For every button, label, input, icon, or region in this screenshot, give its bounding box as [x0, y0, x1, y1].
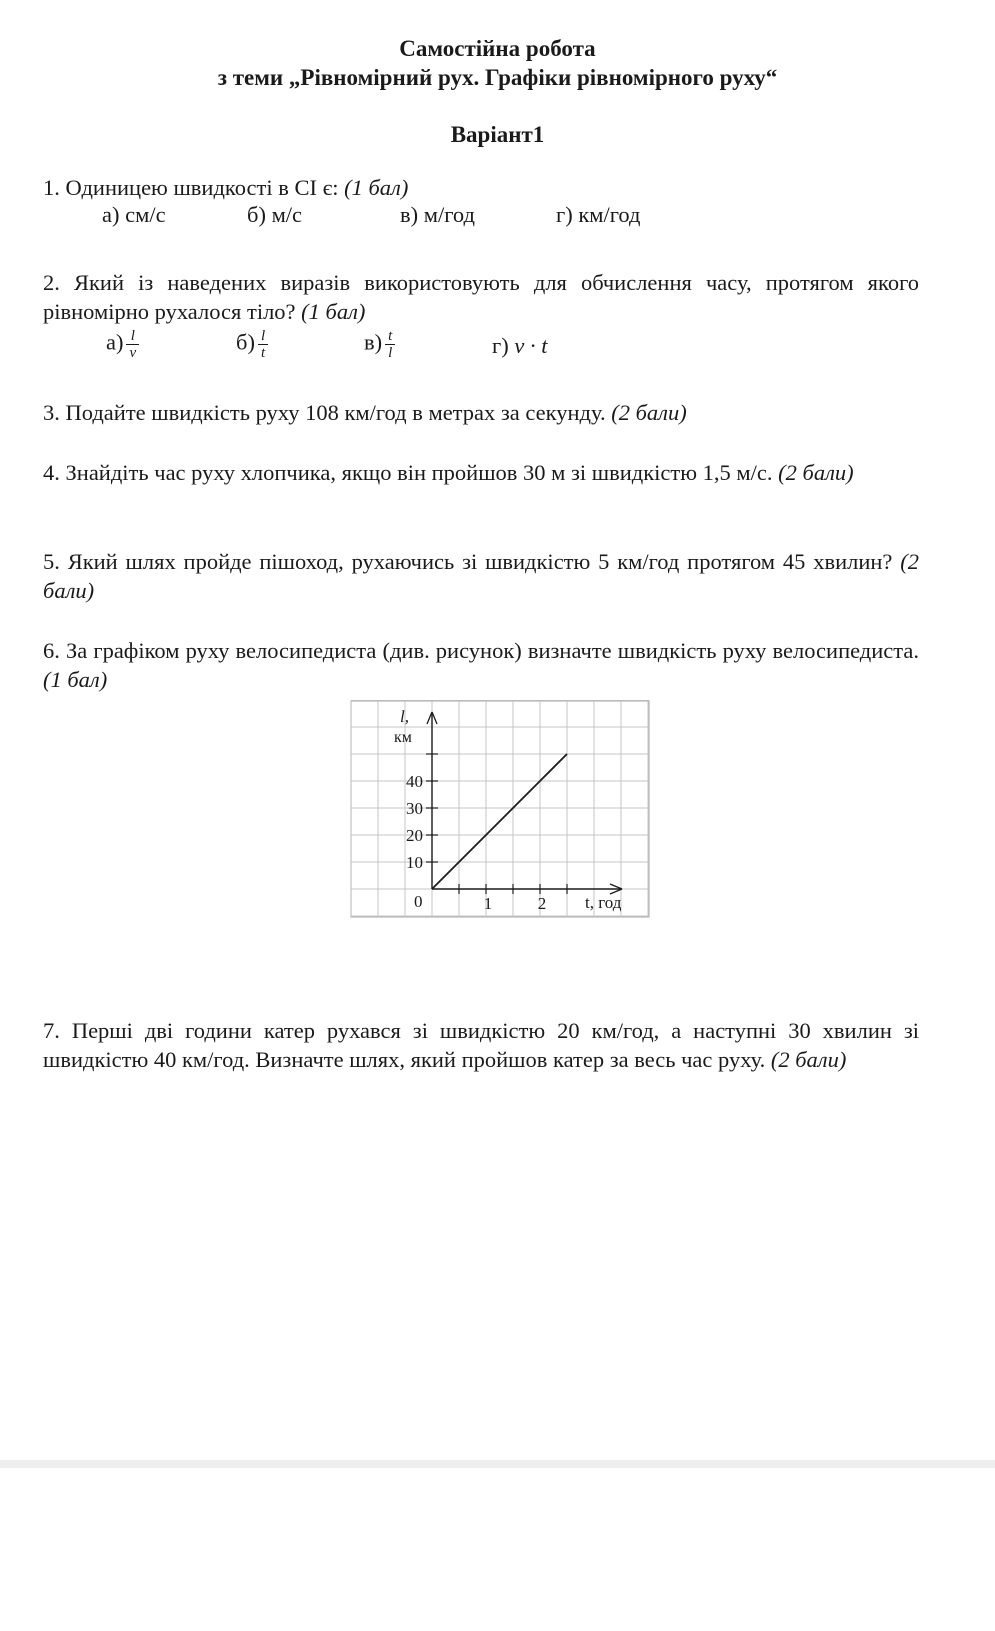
question-7-text: 7. Перші дві години катер рухався зі швидкістю 20 км/год, а наступні 30 хвилин зі швидкістю 40 км/год. Визначте шлях, який пройшов катер за весь час руху. [43, 1018, 919, 1072]
y-tick-label: 10 [406, 853, 423, 872]
title-line-1: Самостійна робота [399, 36, 596, 61]
question-1-points: (1 бал) [344, 175, 409, 200]
q2-option-d-label: г) [492, 333, 509, 358]
question-5-points: (2 бали) [43, 549, 919, 603]
question-4-text: 4. Знайдіть час руху хлопчика, якщо він пройшов 30 м зі швидкістю 1,5 м/с. [43, 460, 779, 485]
question-1-text: 1. Одиницею швидкості в СІ є: [43, 175, 345, 200]
question-3 [43, 398, 919, 427]
variant-label: Варіант1 [450, 122, 545, 147]
x-tick-label: 1 [483, 894, 493, 913]
x-tick-label: 2 [537, 894, 547, 913]
title-line-2: з теми „Рівномірний рух. Графіки рівномірного руху“ [217, 65, 778, 90]
question-4 [43, 458, 919, 487]
question-2 [43, 268, 919, 326]
question-5 [43, 547, 919, 605]
question-3-points: (2 бали) [611, 400, 687, 425]
question-2-text: 2. Який із наведених виразів використовують для обчислення часу, протягом якого рівномірно рухалося тіло? [43, 270, 919, 324]
fraction-t-over-l: $\frac{t}{l}$ [385, 328, 395, 361]
y-axis-label-line2: км [394, 729, 412, 746]
x-axis-label: t, год [585, 893, 622, 912]
q2-option-d [492, 333, 547, 359]
q2-option-a [106, 328, 139, 361]
question-4-points: (2 бали) [778, 460, 854, 485]
y-axis-label-line1: l, [400, 707, 409, 726]
distance-time-chart [350, 700, 650, 918]
fraction-l-over-v: $\frac{l}{v}$ [126, 328, 139, 361]
question-1 [43, 173, 919, 202]
q2-option-a-label: а) [106, 329, 124, 355]
question-3-text: 3. Подайте швидкість руху 108 км/год в метрах за секунду. [43, 400, 612, 425]
q2-option-b-label: б) [236, 329, 255, 355]
q2-option-b [236, 328, 268, 361]
q1-option-d: г) км/год [556, 202, 641, 227]
y-tick-label: 40 [406, 772, 423, 791]
q2-option-d-expr: v · t [514, 333, 548, 358]
question-5-text: 5. Який шлях пройде пішоход, рухаючись зі швидкістю 5 км/год протягом 45 хвилин? [43, 549, 901, 574]
q2-option-c-label: в) [364, 329, 383, 355]
question-6-text: 6. За графіком руху велосипедиста (див. рисунок) визначте швидкість руху велосипедиста. [43, 638, 919, 663]
y-tick-label: 20 [406, 826, 423, 845]
question-6 [43, 636, 919, 694]
series-line [432, 754, 567, 889]
page-bottom-divider [0, 1460, 995, 1468]
y-tick-label: 30 [406, 799, 423, 818]
q1-option-a: а) см/с [102, 202, 166, 227]
q1-option-c: в) м/год [400, 202, 475, 227]
origin-label: 0 [414, 892, 423, 911]
fraction-l-over-t: $\frac{l}{t}$ [258, 328, 268, 361]
question-7-points: (2 бали) [770, 1047, 847, 1072]
chart-plot [432, 754, 567, 889]
question-2-points: (1 бал) [301, 299, 366, 324]
question-7 [43, 1016, 919, 1074]
q2-option-c [364, 328, 395, 361]
q1-option-b: б) м/с [247, 202, 303, 227]
question-6-points: (1 бал) [43, 667, 108, 692]
